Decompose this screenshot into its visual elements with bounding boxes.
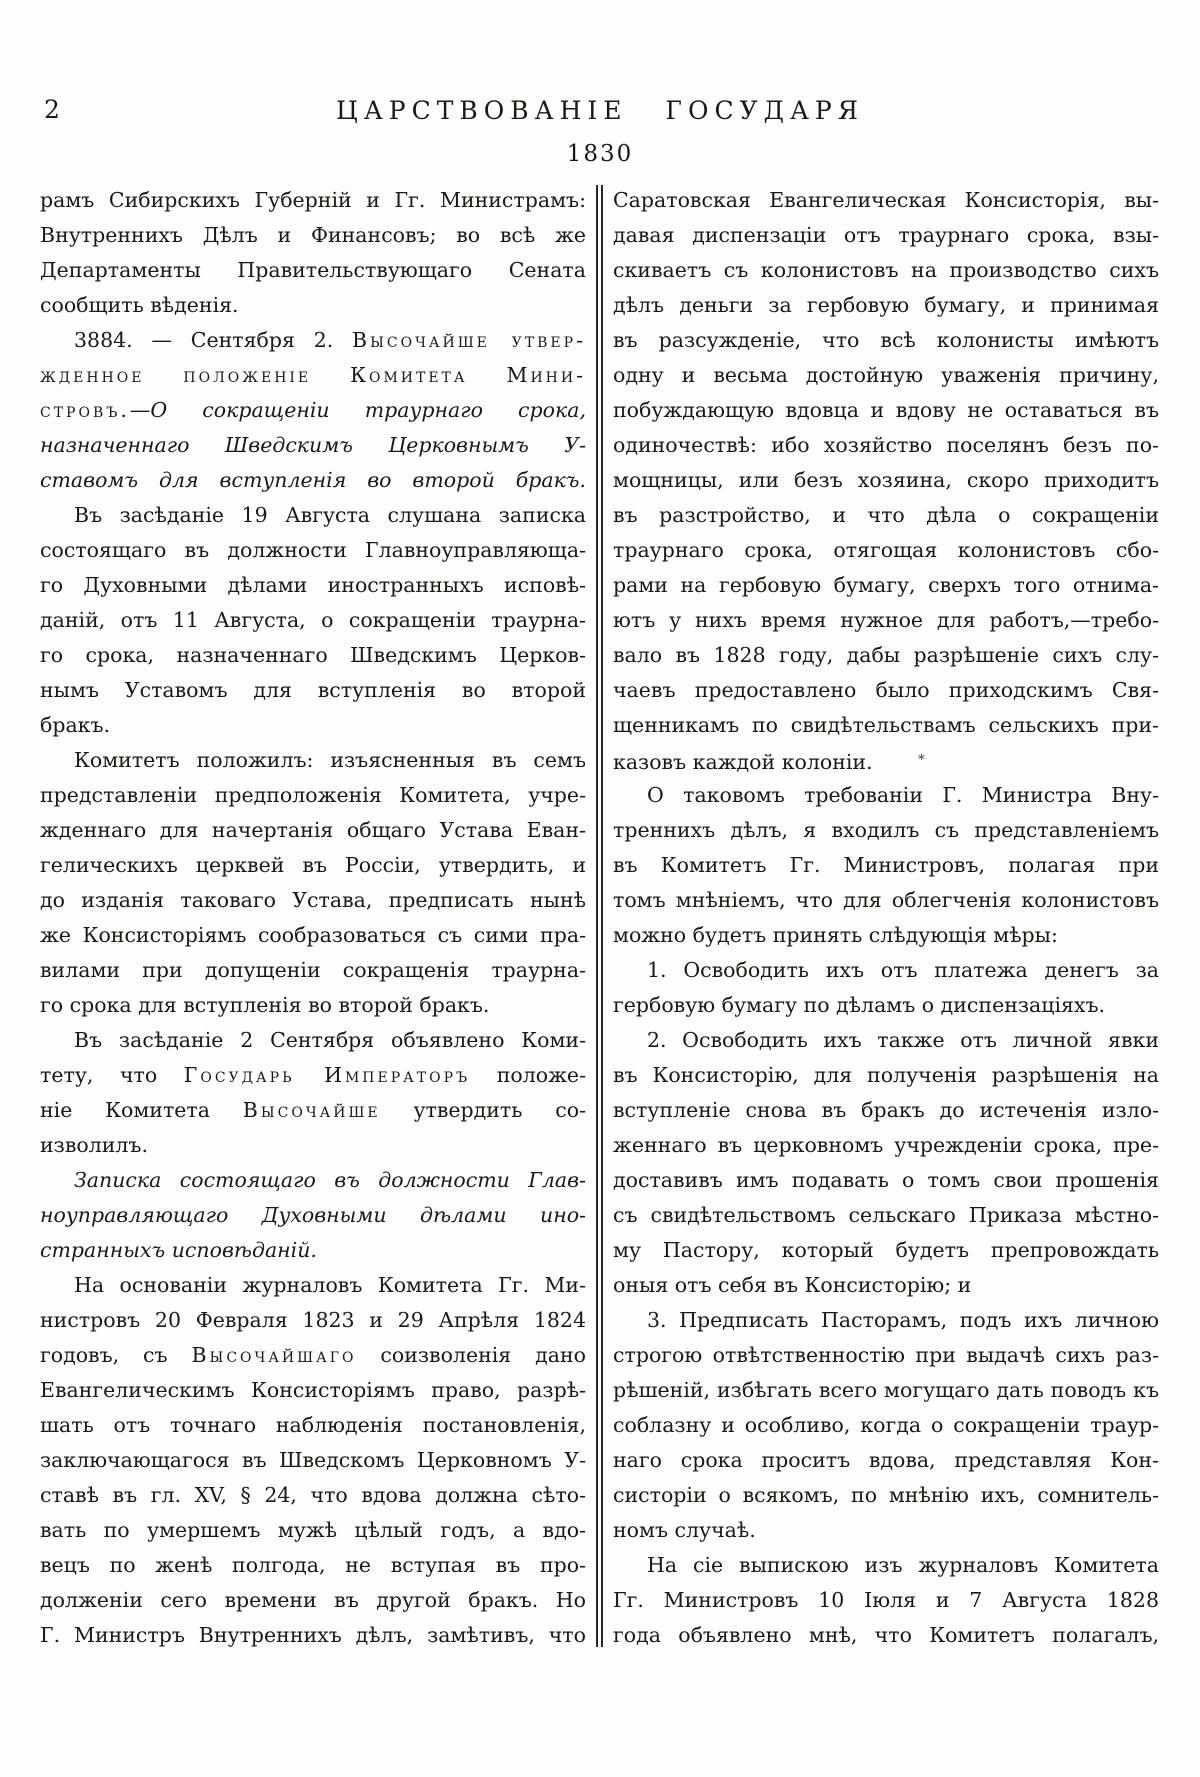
text-column-right — [613, 183, 1159, 1653]
text-segment: Въ засѣданіе 2 Сентября объявлено Коми- — [74, 1028, 586, 1052]
text-column-left — [40, 183, 586, 1653]
text-line — [613, 848, 1159, 883]
text-line — [613, 1058, 1159, 1093]
text-segment: въ разстройство, и что дѣла о сокращеніи — [613, 503, 1159, 527]
text-segment: Въ засѣданіе 19 Августа слушана записка — [74, 503, 586, 527]
text-segment: вецъ по женѣ полгода, не вступая въ про- — [40, 1553, 586, 1577]
text-line — [613, 568, 1159, 603]
text-segment: изволилъ. — [40, 1133, 148, 1157]
text-segment: вало въ 1828 году, дабы разрѣшеніе сихъ слу- — [613, 643, 1159, 667]
text-segment: рами на гербовую бумагу, сверхъ того отнима- — [613, 573, 1159, 597]
text-line — [40, 883, 586, 918]
text-line — [40, 253, 586, 288]
text-line — [613, 988, 1159, 1023]
text-line — [40, 1618, 586, 1653]
text-line — [40, 953, 586, 988]
text-line — [40, 1338, 586, 1373]
text-line — [40, 603, 586, 638]
text-segment: му Пастору, который будетъ препровождать — [613, 1238, 1159, 1262]
text-line — [613, 393, 1159, 428]
text-segment: въ Комитетъ Гг. Министровъ, полагая при — [613, 853, 1159, 877]
text-segment: заключающагося въ Шведскомъ Церковномъ У- — [40, 1448, 586, 1472]
text-segment: Высочайшаго — [191, 1343, 357, 1367]
text-segment: Гг. Министровъ 10 Іюля и 7 Августа 1828 — [613, 1588, 1159, 1612]
text-segment: долженіи сего времени въ другой бракъ. Но — [40, 1588, 586, 1612]
text-segment: бракъ. — [40, 713, 111, 737]
text-segment: мощницы, или безъ хозяина, скоро приходитъ — [613, 468, 1159, 492]
text-segment: даній, отъ 11 Августа, о сокращеніи траурна- — [40, 608, 586, 632]
text-line — [613, 253, 1159, 288]
text-segment: года объявлено мнѣ, что Комитетъ полагалъ, — [613, 1623, 1159, 1647]
text-line — [613, 953, 1159, 988]
text-line — [40, 1128, 586, 1163]
text-segment: же Консисторіямъ сообразоваться съ сими пра- — [40, 923, 586, 947]
text-segment: Евангелическимъ Консисторіямъ право, разрѣ- — [40, 1378, 586, 1402]
text-segment: 2. Освободить ихъ также отъ личной явки — [647, 1028, 1159, 1052]
text-line — [613, 498, 1159, 533]
text-segment: оныя отъ себя въ Консисторію; и — [613, 1273, 972, 1297]
text-line — [613, 463, 1159, 498]
text-segment: скиваетъ съ колонистовъ на производство сихъ — [613, 258, 1159, 282]
text-segment: Г. Министръ Внутреннихъ дѣлъ, замѣтивъ, что — [40, 1623, 586, 1647]
text-line — [613, 1338, 1159, 1373]
text-line — [613, 1373, 1159, 1408]
text-line — [613, 1233, 1159, 1268]
text-line — [40, 1408, 586, 1443]
column-divider-rule — [596, 185, 603, 1647]
text-line — [613, 1443, 1159, 1478]
text-segment: О сокращеніи траурнаго срока, — [150, 398, 586, 422]
text-segment: побуждающую вдовца и вдову не оставаться въ — [613, 398, 1159, 422]
text-line — [613, 1478, 1159, 1513]
text-segment: — — [129, 398, 151, 422]
text-segment: рѣшеній, избѣгать всего могущаго дать поводъ къ — [613, 1378, 1159, 1402]
text-line — [613, 638, 1159, 673]
text-segment: Департаменты Правительствующаго Сената — [40, 258, 586, 282]
text-segment: гелическихъ церквей въ Россіи, утвердить, и — [40, 853, 586, 877]
text-segment: вилами при допущеніи сокращенія траурна- — [40, 958, 586, 982]
text-segment: ютъ у нихъ время нужное для работъ,—требо- — [613, 608, 1159, 632]
text-line — [613, 1548, 1159, 1583]
text-segment: до изданія таковаго Устава, предписать нынѣ — [40, 888, 586, 912]
text-segment: въ разсужденіе, что всѣ колонисты имѣютъ — [613, 328, 1159, 352]
text-line — [40, 1478, 586, 1513]
text-line — [40, 778, 586, 813]
text-segment: вступленіе снова въ бракъ до истеченія изло- — [613, 1098, 1159, 1122]
text-line — [40, 988, 586, 1023]
text-segment: дѣлъ деньги за гербовую бумагу, и принимая — [613, 293, 1159, 317]
text-line — [613, 603, 1159, 638]
text-segment: го срока, назначеннаго Шведскимъ Церков- — [40, 643, 586, 667]
text-segment: систоріи о всякомъ, по мнѣнію ихъ, сомнитель- — [613, 1483, 1159, 1507]
text-line — [613, 428, 1159, 463]
text-line — [613, 533, 1159, 568]
text-segment: соблазну и особливо, когда о сокращеніи траур- — [613, 1413, 1159, 1437]
text-line — [40, 1198, 586, 1233]
text-segment: го срока для вступленія во второй бракъ. — [40, 993, 490, 1017]
text-line — [40, 848, 586, 883]
text-line — [40, 463, 586, 498]
text-segment: го Духовными дѣлами иностранныхъ исповѣ- — [40, 573, 586, 597]
text-line — [40, 673, 586, 708]
text-line — [40, 1373, 586, 1408]
text-line — [40, 498, 586, 533]
text-line — [40, 1583, 586, 1618]
text-segment: На сіе выпискою изъ журналовъ Комитета — [647, 1553, 1159, 1577]
text-line — [40, 918, 586, 953]
text-segment: казовъ каждой колоніи. — [613, 750, 873, 774]
text-segment: 3. Предписать Пасторамъ, подъ ихъ личною — [647, 1308, 1159, 1332]
text-segment: ніе Комитета — [40, 1098, 243, 1122]
text-segment: 1. Освободить ихъ отъ платежа денегъ за — [647, 958, 1159, 982]
text-segment: Комитетъ положилъ: изъясненныя въ семъ — [74, 748, 586, 772]
text-line — [40, 533, 586, 568]
text-segment: Государь Императоръ — [183, 1063, 471, 1087]
text-line — [40, 1023, 586, 1058]
text-line — [40, 813, 586, 848]
text-segment: Высочайше утвер- — [352, 328, 586, 352]
text-line — [613, 288, 1159, 323]
text-segment: наго срока проситъ вдова, представляя Кон- — [613, 1448, 1159, 1472]
text-line — [40, 638, 586, 673]
text-segment: томъ мнѣніемъ, что для облегченія колонистовъ — [613, 888, 1159, 912]
page-number: 2 — [44, 95, 60, 124]
text-segment: нистровъ 20 Февраля 1823 и 29 Апрѣля 1824 — [40, 1308, 586, 1332]
text-segment: На основаніи журналовъ Комитета Гг. Ми- — [74, 1273, 586, 1297]
text-line — [40, 1303, 586, 1338]
text-segment: ставомъ для вступленія во второй бракъ. — [40, 468, 586, 492]
text-line — [40, 1443, 586, 1478]
text-segment: положе- — [470, 1063, 586, 1087]
text-line — [40, 1093, 586, 1128]
text-line — [613, 708, 1159, 743]
text-segment: вать по умершемъ мужѣ цѣлый годъ, а вдо- — [40, 1518, 586, 1542]
text-segment: Высочайше — [242, 1098, 381, 1122]
text-segment: можно будетъ принять слѣдующія мѣры: — [613, 923, 1058, 947]
text-line — [40, 288, 586, 323]
text-line — [613, 1303, 1159, 1338]
text-segment: строгою отвѣтственностію при выдачѣ сихъ раз- — [613, 1343, 1159, 1367]
text-line — [40, 1548, 586, 1583]
text-segment: траурнаго срока, отягощая колонистовъ сбо- — [613, 538, 1159, 562]
text-line — [40, 1163, 586, 1198]
text-line — [40, 568, 586, 603]
text-line — [40, 708, 586, 743]
text-segment: рамъ Сибирскихъ Губерній и Гг. Министрамъ: — [40, 188, 586, 212]
text-segment: ноуправляющаго Духовными дѣлами ино- — [40, 1203, 586, 1227]
year-heading: 1830 — [566, 141, 634, 167]
text-line — [613, 1268, 1159, 1303]
text-segment: соизволенія дано — [356, 1343, 586, 1367]
text-line — [613, 1513, 1159, 1548]
text-segment: стровъ. — [40, 398, 130, 422]
text-line — [40, 183, 586, 218]
text-line — [613, 813, 1159, 848]
text-segment: чаевъ предоставлено было приходскимъ Свя- — [613, 678, 1159, 702]
text-segment: съ свидѣтельствомъ сельскаго Приказа мѣстно- — [613, 1203, 1159, 1227]
text-segment: доставивъ имъ подавать о томъ свои прошенія — [613, 1168, 1159, 1192]
text-segment: женнаго въ церковномъ учрежденіи срока, пре- — [613, 1133, 1159, 1157]
text-line — [40, 1058, 586, 1093]
text-segment: треннихъ дѣлъ, я входилъ съ представленіемъ — [613, 818, 1159, 842]
text-segment: жденнаго для начертанія общаго Устава Еван- — [40, 818, 586, 842]
text-line — [613, 1198, 1159, 1233]
page-header-title: ЦАРСТВОВАНІЕ ГОСУДАРЯ — [336, 96, 864, 125]
text-line — [613, 1093, 1159, 1128]
text-line — [613, 883, 1159, 918]
text-line — [613, 743, 1159, 778]
text-segment: сообщить вѣденія. — [40, 293, 239, 317]
text-segment: тету, что — [40, 1063, 184, 1087]
text-line — [613, 1023, 1159, 1058]
text-segment: одиночествѣ: ибо хозяйство поселянъ безъ по- — [613, 433, 1159, 457]
text-line — [613, 778, 1159, 813]
text-segment: давая диспензаціи отъ траурнаго срока, взы- — [613, 223, 1159, 247]
text-segment: годовъ, съ — [40, 1343, 192, 1367]
text-line — [613, 323, 1159, 358]
text-line — [40, 323, 586, 358]
text-segment: О таковомъ требованіи Г. Министра Вну- — [647, 783, 1159, 807]
text-line — [613, 918, 1159, 953]
text-segment: щенникамъ по свидѣтельствамъ сельскихъ при- — [613, 713, 1159, 737]
text-segment: нымъ Уставомъ для вступленія во второй — [40, 678, 586, 702]
text-line — [613, 218, 1159, 253]
text-segment: представленіи предположенія Комитета, учре- — [40, 783, 586, 807]
text-segment: Саратовская Евангелическая Консисторія, вы- — [613, 188, 1159, 212]
text-segment: * — [872, 753, 925, 768]
text-segment: странныхъ исповѣданій. — [40, 1238, 317, 1262]
two-column-text-block — [40, 183, 1160, 1653]
text-line — [613, 183, 1159, 218]
text-segment: 3884. — Сентября 2. — [74, 328, 353, 352]
text-segment: утвердить со- — [380, 1098, 586, 1122]
text-segment: назначеннаго Шведскимъ Церковнымъ У- — [40, 433, 586, 457]
text-line — [613, 673, 1159, 708]
text-line — [40, 393, 586, 428]
text-segment: одну и весьма достойную уваженія причину, — [613, 363, 1159, 387]
text-segment: Записка состоящаго въ должности Глав- — [74, 1168, 586, 1192]
text-line — [40, 1268, 586, 1303]
text-segment: въ Консисторію, для полученія разрѣшенія на — [613, 1063, 1159, 1087]
text-segment: гербовую бумагу по дѣламъ о диспензаціяхъ. — [613, 993, 1106, 1017]
text-segment: ставѣ въ гл. XV, § 24, что вдова должна сѣто- — [40, 1483, 586, 1507]
text-segment: номъ случаѣ. — [613, 1518, 756, 1542]
text-line — [40, 1513, 586, 1548]
text-line — [40, 743, 586, 778]
text-line — [40, 1233, 586, 1268]
text-segment: шать отъ точнаго наблюденія постановленія, — [40, 1413, 586, 1437]
text-line — [613, 1408, 1159, 1443]
text-segment: Внутреннихъ Дѣлъ и Финансовъ; во всѣ же — [40, 223, 586, 247]
text-line — [613, 1583, 1159, 1618]
text-line — [40, 358, 586, 393]
text-line — [613, 1163, 1159, 1198]
text-segment: жденное положеніе Комитета Мини- — [40, 363, 586, 387]
text-line — [613, 1128, 1159, 1163]
text-segment: состоящаго въ должности Главноуправляюща- — [40, 538, 586, 562]
text-line — [613, 358, 1159, 393]
text-line — [40, 218, 586, 253]
text-line — [40, 428, 586, 463]
text-line — [613, 1618, 1159, 1653]
